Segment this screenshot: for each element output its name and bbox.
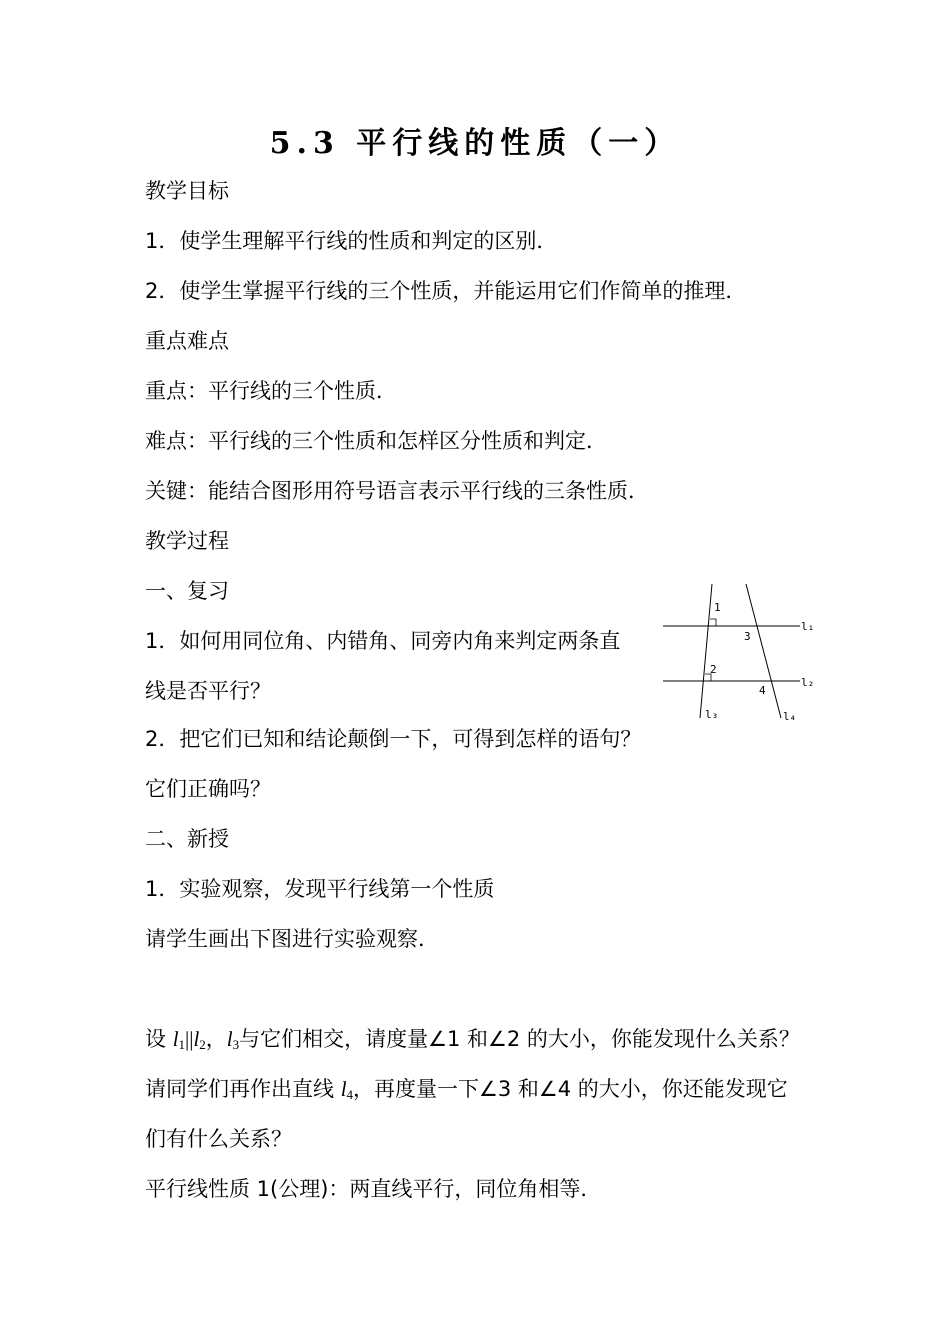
text-fragment: 请同学们再作出直线 bbox=[145, 1077, 341, 1101]
review-question-2-line-1: 2．把它们已知和结论颠倒一下，可得到怎样的语句？ bbox=[145, 727, 642, 751]
line-l3 bbox=[700, 584, 712, 718]
line-l4 bbox=[746, 584, 781, 718]
parallel-lines-figure bbox=[655, 578, 825, 738]
review-question-1-line-1: 1．如何用同位角、内错角、同旁内角来判定两条直 bbox=[145, 629, 621, 653]
section-heading-process: 教学过程 bbox=[145, 529, 229, 553]
comma: ， bbox=[205, 1027, 227, 1051]
text-fragment: ，再度量一下∠3 和∠4 的大小，你还能发现它 bbox=[353, 1077, 788, 1101]
property-statement: 平行线性质 1(公理)：两直线平行，同位角相等． bbox=[145, 1177, 602, 1201]
page-title: 5.3 平行线的性质（一） bbox=[269, 126, 681, 161]
section-heading-key-points: 重点难点 bbox=[145, 329, 229, 353]
experiment-step-1: 1．实验观察，发现平行线第一个性质 bbox=[145, 877, 495, 901]
angle-1-arc bbox=[710, 619, 716, 626]
parallel-symbol: || bbox=[185, 1027, 194, 1051]
key-point-key: 关键：能结合图形用符号语言表示平行线的三条性质． bbox=[145, 479, 649, 503]
review-heading: 一、复习 bbox=[145, 579, 229, 603]
angle-3-label: 3 bbox=[744, 630, 751, 643]
line-l1-label: l₁ bbox=[801, 620, 815, 633]
key-point-focus: 重点：平行线的三个性质． bbox=[145, 379, 397, 403]
line-l2-label: l₂ bbox=[801, 676, 815, 689]
text-fragment: 设 bbox=[145, 1027, 173, 1051]
line-l4-symbol: $l_4$ bbox=[340, 1077, 354, 1102]
line-l3-symbol: $l_3$ bbox=[226, 1027, 240, 1052]
question-paragraph-line-2 bbox=[145, 1074, 788, 1110]
line-l1-symbol: $l_1$ bbox=[172, 1027, 186, 1052]
line-l4-label: l₄ bbox=[783, 710, 797, 723]
review-question-2-line-2: 它们正确吗？ bbox=[145, 777, 271, 801]
angle-4-label: 4 bbox=[759, 684, 766, 697]
line-l2-symbol: $l_2$ bbox=[193, 1027, 206, 1052]
text-fragment: 与它们相交，请度量∠1 和∠2 的大小，你能发现什么关系？ bbox=[239, 1027, 800, 1051]
angle-2-label: 2 bbox=[710, 663, 717, 676]
review-question-1-line-2: 线是否平行？ bbox=[145, 679, 271, 703]
experiment-instruction: 请学生画出下图进行实验观察． bbox=[145, 927, 439, 951]
objective-item-1: 1．使学生理解平行线的性质和判定的区别． bbox=[145, 229, 558, 253]
section-heading-objectives: 教学目标 bbox=[145, 179, 229, 203]
question-paragraph-line-1 bbox=[145, 1024, 800, 1060]
key-point-difficulty: 难点：平行线的三个性质和怎样区分性质和判定． bbox=[145, 429, 607, 453]
question-paragraph-line-3: 们有什么关系？ bbox=[145, 1127, 292, 1151]
line-l3-label: l₃ bbox=[705, 708, 719, 721]
objective-item-2: 2．使学生掌握平行线的三个性质，并能运用它们作简单的推理． bbox=[145, 279, 747, 303]
angle-1-label: 1 bbox=[714, 601, 721, 614]
new-lesson-heading: 二、新授 bbox=[145, 827, 229, 851]
